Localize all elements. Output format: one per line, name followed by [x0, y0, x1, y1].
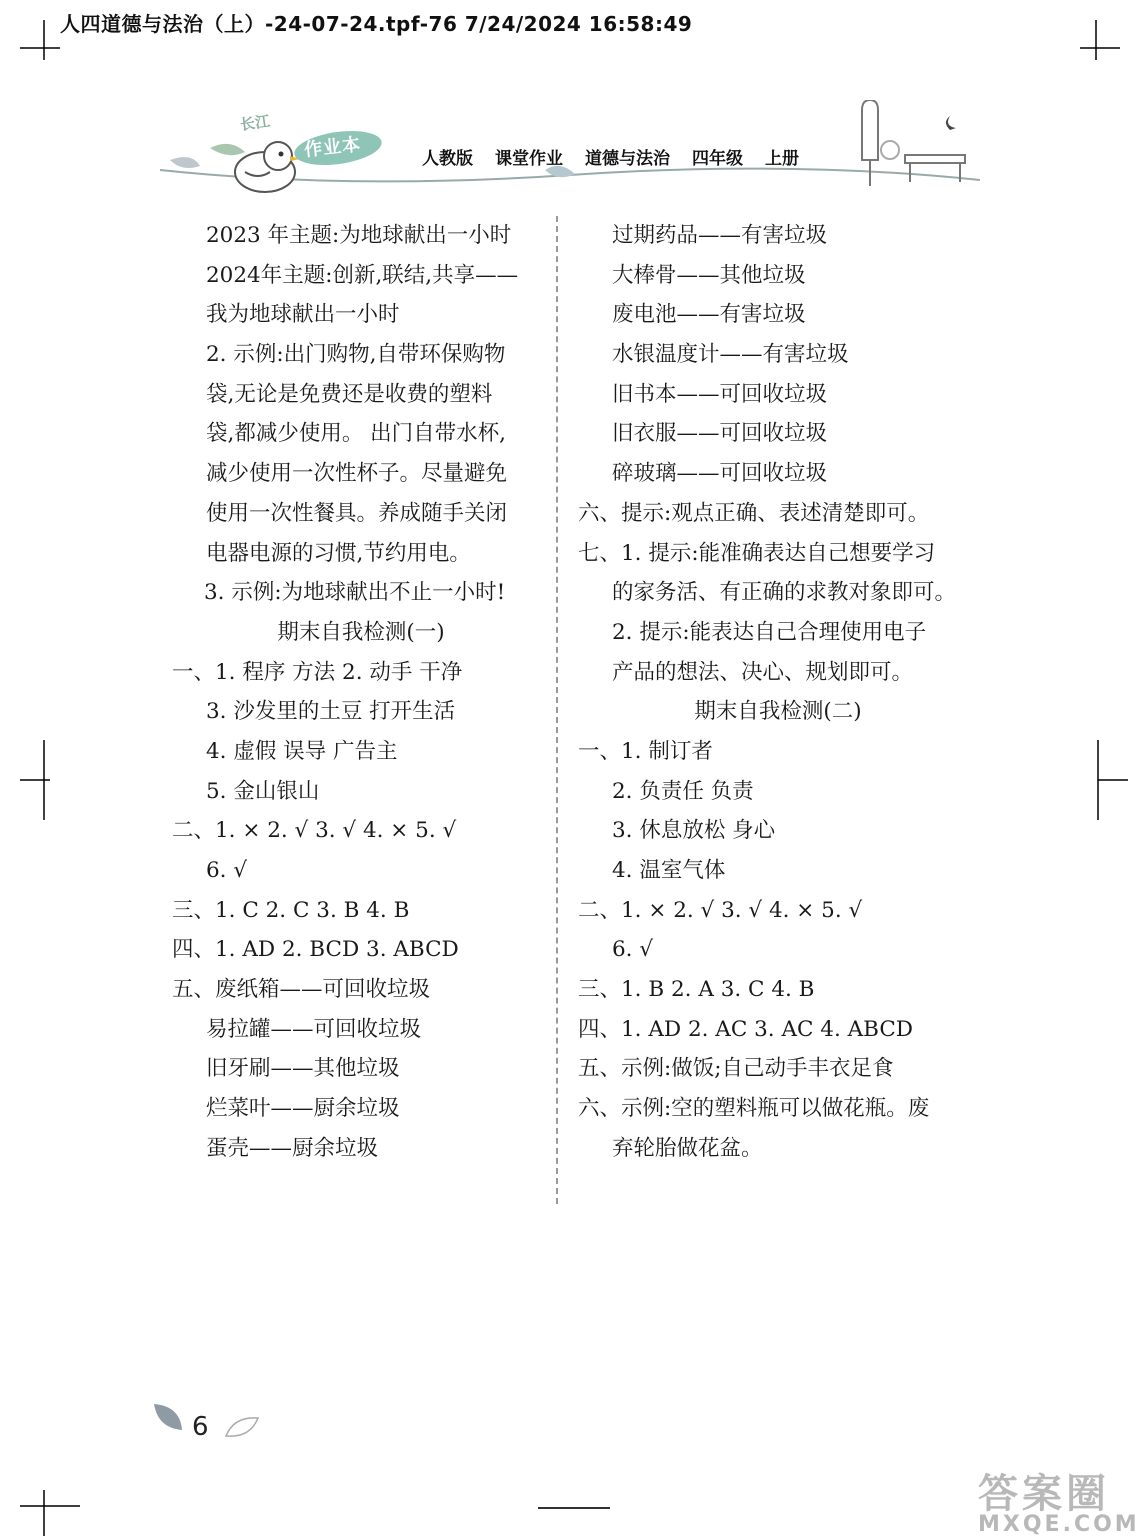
grade-label: 四年级 [692, 149, 743, 169]
answer-line: 4. 虚假 误导 广告主 [206, 738, 398, 764]
answer-line: 6. √ [612, 937, 654, 963]
crop-mark-mid-left [20, 740, 60, 820]
watermark-logo [968, 1462, 1140, 1536]
answer-line: 6. √ [206, 858, 248, 883]
answer-line: 袋,都减少使用。 出门自带水杯, [206, 421, 507, 447]
answer-line: 旧衣服——可回收垃圾 [612, 421, 828, 447]
answer-line: 五、废纸箱——可回收垃圾 [172, 977, 431, 1003]
answer-line: 我为地球献出一小时 [206, 302, 400, 328]
answer-line: 2. 示例:出门购物,自带环保购物 [206, 342, 506, 368]
answer-line: 六、提示:观点正确、表述清楚即可。 [578, 500, 930, 526]
answer-line: 烂菜叶——厨余垃圾 [206, 1096, 400, 1122]
answer-line: 四、1. AD 2. BCD 3. ABCD [172, 937, 459, 963]
answer-line: 四、1. AD 2. AC 3. AC 4. ABCD [578, 1016, 914, 1042]
leaf-icon [210, 144, 245, 155]
crop-mark-mid-right [1088, 740, 1128, 820]
page-number: 6 [192, 1412, 209, 1442]
watermark-url: MXQE.COM [978, 1512, 1140, 1537]
answer-line: 3. 沙发里的土豆 打开生活 [206, 699, 456, 725]
footer-line [538, 1507, 610, 1509]
answer-line: 2024年主题:创新,联结,共享—— [206, 262, 519, 288]
answer-line: 5. 金山银山 [206, 778, 320, 804]
column-divider [556, 216, 558, 1204]
file-header: 人四道德与法治（上）-24-07-24.tpf-76 7/24/2024 16:58:49 [60, 12, 693, 36]
answer-line: 减少使用一次性杯子。尽量避免 [206, 461, 508, 487]
crop-mark-top-left [20, 20, 60, 60]
brand-small-label: 长江 [238, 111, 272, 134]
answer-line: 二、1. × 2. √ 3. √ 4. × 5. √ [172, 818, 457, 844]
answer-line: 三、1. C 2. C 3. B 4. B [172, 897, 410, 923]
answer-line: 碎玻璃——可回收垃圾 [612, 461, 828, 487]
answer-line: 水银温度计——有害垃圾 [612, 342, 849, 368]
answer-line: 大棒骨——其他垃圾 [612, 262, 806, 288]
answer-line: 三、1. B 2. A 3. C 4. B [578, 977, 815, 1003]
answer-column-left [172, 216, 550, 1169]
edition-label: 人教版 [422, 149, 473, 169]
answer-line: 2. 提示:能表达自己合理使用电子 [612, 619, 927, 645]
answer-line: 的家务活、有正确的求教对象即可。 [612, 580, 957, 606]
answer-line: 易拉罐——可回收垃圾 [206, 1016, 422, 1042]
answer-line: 二、1. × 2. √ 3. √ 4. × 5. √ [578, 897, 863, 923]
answer-line: 3. 休息放松 身心 [612, 818, 776, 844]
book-info [422, 144, 799, 169]
answer-line: 旧书本——可回收垃圾 [612, 381, 828, 407]
answer-line: 2023 年主题:为地球献出一小时 [206, 223, 512, 248]
brand-main-label: 作业本 [303, 134, 363, 161]
answer-line: 一、1. 制订者 [578, 738, 713, 764]
section-heading: 期末自我检测(二) [694, 699, 862, 725]
answer-line: 废电池——有害垃圾 [612, 302, 806, 328]
answer-line: 过期药品——有害垃圾 [612, 223, 828, 248]
bird-icon [235, 142, 300, 192]
answer-line: 3. 示例:为地球献出不止一小时! [204, 580, 506, 606]
watermark-title: 答案圈 [978, 1471, 1110, 1517]
answer-line: 旧牙刷——其他垃圾 [206, 1056, 400, 1082]
crop-mark-bottom-left [20, 1490, 80, 1536]
volume-label: 上册 [765, 149, 799, 169]
section-heading: 期末自我检测(一) [277, 619, 445, 645]
answer-line: 袋,无论是免费还是收费的塑料 [206, 381, 493, 407]
leaf-icon [150, 1400, 186, 1436]
answer-line: 使用一次性餐具。养成随手关闭 [206, 500, 508, 526]
answer-line: 蛋壳——厨余垃圾 [206, 1135, 379, 1161]
leaf-icon [170, 157, 200, 168]
leaf-outline-icon [224, 1414, 260, 1440]
answer-line: 六、示例:空的塑料瓶可以做花瓶。废 [578, 1096, 930, 1122]
moon-icon [946, 116, 956, 130]
answer-line: 电器电源的习惯,节约用电。 [206, 540, 471, 566]
answer-line: 七、1. 提示:能准确表达自己想要学习 [578, 540, 936, 566]
answer-line: 弃轮胎做花盆。 [612, 1135, 763, 1161]
bench-lamp-illustration [862, 100, 965, 186]
answer-line: 五、示例:做饭;自己动手丰衣足食 [578, 1056, 894, 1082]
crop-mark-top-right [1080, 20, 1120, 60]
book-type-label: 课堂作业 [495, 149, 563, 169]
answer-line: 产品的想法、决心、规划即可。 [612, 659, 914, 685]
answer-line: 一、1. 程序 方法 2. 动手 干净 [172, 659, 463, 685]
subject-label: 道德与法治 [585, 149, 670, 169]
answer-column-right [578, 216, 978, 1169]
answer-line: 2. 负责任 负责 [612, 778, 754, 804]
answer-line: 4. 温室气体 [612, 858, 726, 883]
